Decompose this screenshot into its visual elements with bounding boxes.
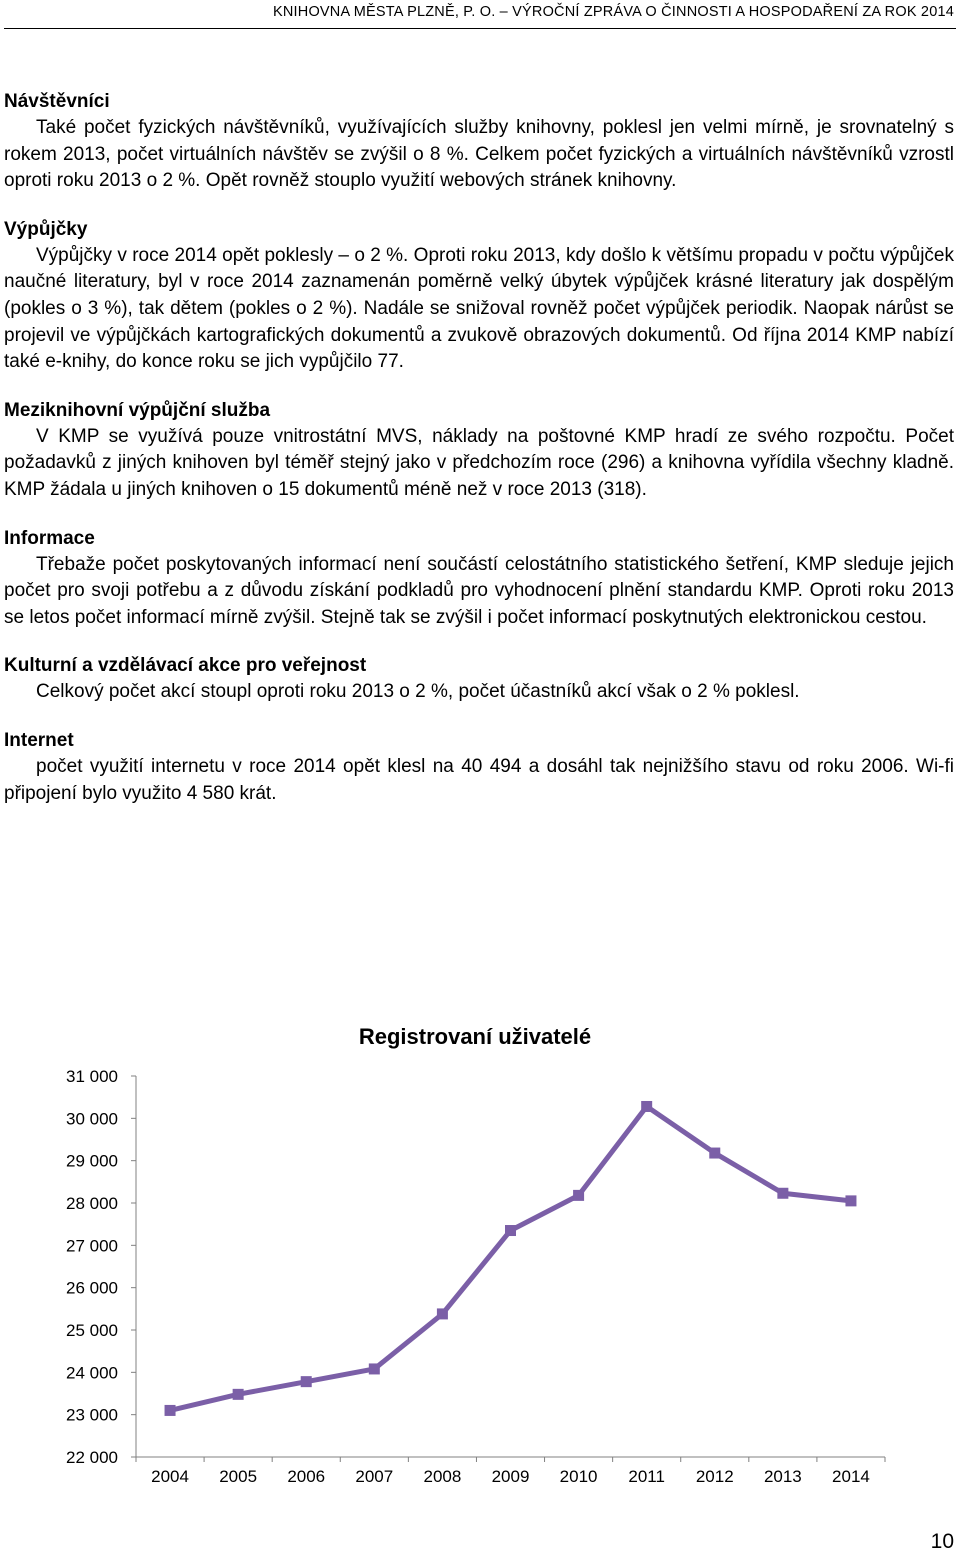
x-tick-label: 2006 (287, 1467, 326, 1486)
data-point (505, 1225, 516, 1236)
section-heading: Kulturní a vzdělávací akce pro veřejnost (4, 655, 367, 677)
header-rule (4, 28, 956, 29)
section-heading: Meziknihovní výpůjční služba (4, 399, 271, 421)
y-tick-label: 30 000 (66, 1109, 118, 1129)
x-tick-label: 2009 (491, 1467, 530, 1486)
y-tick-label: 26 000 (66, 1278, 118, 1298)
section-heading: Internet (4, 729, 74, 751)
section-vypujcky (4, 216, 954, 376)
section-navstevnici (4, 88, 954, 195)
section-mvs (4, 397, 954, 504)
x-tick-label: 2014 (832, 1467, 870, 1486)
series-registered-users (165, 1101, 857, 1416)
section-internet (4, 727, 954, 807)
section-kulturni-akce (4, 652, 954, 706)
running-header: KNIHOVNA MĚSTA PLZNĚ, P. O. – VÝROČNÍ ZPRÁVA O ČINNOSTI A HOSPODAŘENÍ ZA ROK 2014 (273, 4, 954, 20)
x-tick-label: 2008 (423, 1467, 462, 1486)
data-point (301, 1376, 312, 1387)
page-number: 10 (930, 1530, 954, 1553)
y-tick-label: 28 000 (66, 1194, 118, 1213)
data-point (437, 1308, 448, 1319)
y-tick-label: 27 000 (66, 1236, 118, 1256)
y-tick-label: 29 000 (66, 1151, 118, 1171)
data-point (165, 1405, 176, 1416)
section-informace (4, 525, 954, 632)
y-tick-label: 24 000 (66, 1363, 118, 1383)
y-tick-label: 31 000 (66, 1067, 118, 1086)
x-tick-label: 2004 (151, 1467, 189, 1486)
y-tick-label: 25 000 (66, 1321, 118, 1340)
chart-title: Registrovaní uživatelé (358, 1024, 592, 1049)
section-paragraph: Také počet fyzických návštěvníků, využívajících služby knihovny, poklesl jen velmi mírně, je srovnatelný s rokem 2013, počet virtuálních návštěv se zvýšil o 8 %. Celkem počet fyzických a virtuálních návštěvníků vzrostl oproti roku 2013 o 2 %. Opět rovněž stouplo využití webových stránek knihovny. (4, 117, 954, 192)
data-point (573, 1190, 584, 1201)
data-point (709, 1148, 720, 1159)
x-tick-label: 2012 (695, 1467, 734, 1486)
data-point (845, 1195, 856, 1206)
x-tick-label: 2007 (355, 1467, 394, 1486)
section-paragraph: Výpůjčky v roce 2014 opět poklesly – o 2 %. Oproti roku 2013, kdy došlo k většímu propadu v počtu výpůjček naučné literatury, byl v roce 2014 zaznamenán poměrně velký úbytek výpůjček krásné literatury jak dospělým (pokles o 3 %), tak dětem (pokles o 2 %). Nadále se snižoval rovněž počet výpůjček periodik. Naopak nárůst se projevil ve výpůjčkách kartografických dokumentů a zvukově obrazových dokumentů. Od října 2014 KMP nabízí také e-knihy, do konce roku se jich vypůjčilo 77. (4, 244, 954, 373)
section-heading: Výpůjčky (4, 218, 88, 240)
section-paragraph: Třebaže počet poskytovaných informací není součástí celostátního statistického šetření, KMP sleduje jejich počet pro svoji potřebu a z důvodu získání podkladů pro vyhodnocení plnění standardu KMP. Oproti roku 2013 se letos počet informací mírně zvýšil. Stejně tak se zvýšil i počet informací poskytnutých elektronickou cestou. (4, 553, 954, 628)
x-tick-label: 2010 (559, 1467, 598, 1486)
y-tick-label: 23 000 (66, 1405, 118, 1425)
data-point (233, 1389, 244, 1400)
data-point (641, 1101, 652, 1112)
data-point (777, 1188, 788, 1199)
document-body (4, 88, 954, 828)
section-heading: Informace (4, 527, 95, 549)
y-axis (66, 1067, 136, 1467)
section-heading: Návštěvníci (4, 91, 110, 112)
section-paragraph: Celkový počet akcí stoupl oproti roku 2013 o 2 %, počet účastníků akcí však o 2 % poklesl. (36, 681, 800, 703)
x-tick-label: 2013 (763, 1467, 802, 1486)
x-tick-label: 2005 (219, 1467, 258, 1486)
section-paragraph: počet využití internetu v roce 2014 opět klesl na 40 494 a dosáhl tak nejnižšího stavu od roku 2006. Wi-fi připojení bylo využito 4 580 krát. (4, 755, 954, 804)
x-axis (136, 1457, 885, 1486)
series-line (170, 1106, 851, 1410)
section-paragraph: V KMP se využívá pouze vnitrostátní MVS, náklady na poštovné KMP hradí ze svého rozpočtu. Počet požadavků z jiných knihoven byl téměř stejný jako v předchozím roce (296) a knihovna vyřídila všechny kladně. KMP žádala u jiných knihoven o 15 dokumentů méně než v roce 2013 (318). (4, 425, 954, 500)
y-tick-label: 22 000 (66, 1448, 118, 1467)
registered-users-chart (0, 1010, 960, 1510)
data-point (369, 1363, 380, 1374)
x-tick-label: 2011 (628, 1467, 665, 1486)
